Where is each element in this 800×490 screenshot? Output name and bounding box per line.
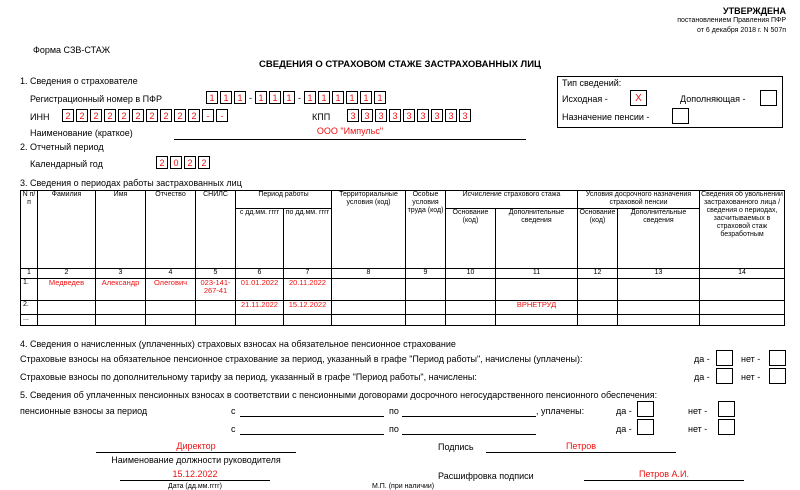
col-number: 11 <box>496 269 578 279</box>
section4-title: 4. Сведения о начисленных (уплаченных) страховых взносах на обязательное пенсионное страхование <box>20 339 456 349</box>
org-name-label: Наименование (краткое) <box>30 128 133 138</box>
col-header-territorial: Территориальные условия (код) <box>332 191 406 269</box>
reg-separator: - <box>249 92 252 103</box>
section4-line2-no-label: нет - <box>741 372 761 382</box>
row-patronymic[interactable] <box>146 301 196 315</box>
col-header-patronymic: Отчество <box>146 191 196 269</box>
reg-cell: 1 <box>255 91 267 104</box>
reg-number-cells[interactable] <box>206 91 388 104</box>
doc-title: СВЕДЕНИЯ О СТРАХОВОМ СТАЖЕ ЗАСТРАХОВАННЫХ ЛИЦ <box>259 59 541 70</box>
section4-line1-no-checkbox[interactable] <box>769 350 786 366</box>
section5-paid-label: , уплачены: <box>536 406 585 416</box>
inn-cell: 2 <box>174 109 186 122</box>
section4-line2-yes-label: да - <box>694 372 710 382</box>
col-header-early-extra: Дополнительные сведения <box>618 209 700 269</box>
stamp-caption: М.П. (при наличии) <box>372 483 435 490</box>
reg-cell: 1 <box>206 91 218 104</box>
col-number: 2 <box>38 269 96 279</box>
year-label: Календарный год <box>30 159 103 169</box>
row-dismissal[interactable] <box>700 301 785 315</box>
table-row[interactable] <box>21 315 785 326</box>
kpp-cell: 3 <box>375 109 387 122</box>
inn-cells[interactable] <box>62 109 230 122</box>
section5-no-checkbox[interactable] <box>718 401 735 417</box>
section5-to-label: по <box>389 406 399 416</box>
kpp-cell: 3 <box>445 109 457 122</box>
row-dismissal[interactable] <box>700 315 785 326</box>
row-special[interactable] <box>406 301 446 315</box>
table-row[interactable] <box>21 301 785 315</box>
section5-no2-checkbox[interactable] <box>718 419 735 435</box>
row-num: 2. <box>21 301 38 315</box>
col-header-from: с дд.мм. гггг <box>236 209 284 269</box>
work-periods-table <box>20 190 785 326</box>
col-number: 9 <box>406 269 446 279</box>
col-number: 12 <box>578 269 618 279</box>
approval-title: УТВЕРЖДЕНА <box>722 6 786 16</box>
col-header-to: по дд.мм. гггг <box>284 209 332 269</box>
col-header-num: N п/п <box>21 191 38 269</box>
row-calc-extra[interactable]: ВРНЕТРУД <box>496 301 578 315</box>
row-from[interactable]: 01.01.2022 <box>236 279 284 301</box>
row-territorial[interactable] <box>332 315 406 326</box>
table-row[interactable] <box>21 279 785 301</box>
col-number: 8 <box>332 269 406 279</box>
row-to[interactable] <box>284 315 332 326</box>
section5-from2-input[interactable] <box>240 434 384 435</box>
col-header-early: Условия досрочного назначения страховой пенсии <box>578 191 700 209</box>
row-to[interactable]: 15.12.2022 <box>284 301 332 315</box>
row-early-basis[interactable] <box>578 315 618 326</box>
position-caption: Наименование должности руководителя <box>111 455 281 465</box>
reg-cell: 1 <box>234 91 246 104</box>
col-number: 7 <box>284 269 332 279</box>
year-cell: 0 <box>170 156 182 169</box>
reg-separator: - <box>298 92 301 103</box>
info-type-supplementary-checkbox[interactable] <box>760 90 777 106</box>
reg-cell: 1 <box>332 91 344 104</box>
section4-line1-yes-checkbox[interactable] <box>716 350 733 366</box>
sign-label: Подпись <box>438 442 474 452</box>
approval-line2: от 6 декабря 2018 г. N 507п <box>697 27 786 34</box>
section4-line1: Страховые взносы на обязательное пенсионное страхование за период, указанный в графе "Период работы", начислены (уплачены): <box>20 354 583 364</box>
col-number: 3 <box>96 269 146 279</box>
kpp-cells[interactable] <box>347 109 473 122</box>
reg-cell: 1 <box>318 91 330 104</box>
info-type-pension-checkbox[interactable] <box>672 108 689 124</box>
info-type-pension-label: Назначение пенсии - <box>562 112 650 122</box>
position-value[interactable]: Директор <box>176 441 216 451</box>
sign-value[interactable]: Петров <box>565 441 597 451</box>
section5-no2-label: нет - <box>688 424 708 434</box>
year-cell: 2 <box>184 156 196 169</box>
section5-title: 5. Сведения об уплаченных пенсионных взносах в соответствии с пенсионными договорами досрочного негосударственного пенсионного обеспечения: <box>20 390 658 400</box>
section5-label: пенсионные взносы за период <box>20 406 148 416</box>
row-surname[interactable]: Медведев <box>38 279 96 301</box>
reg-cell: 1 <box>269 91 281 104</box>
info-type-initial-checkbox[interactable]: X <box>630 90 647 106</box>
position-underline <box>96 452 296 453</box>
row-name[interactable] <box>96 301 146 315</box>
col-header-work-period: Период работы <box>236 191 332 209</box>
sign-underline <box>486 452 676 453</box>
org-name-value[interactable]: ООО "Импульс" <box>316 126 384 136</box>
inn-cell: 2 <box>104 109 116 122</box>
kpp-cell: 3 <box>417 109 429 122</box>
col-header-snils: СНИЛС <box>196 191 236 269</box>
kpp-cell: 3 <box>361 109 373 122</box>
row-early-extra[interactable] <box>618 301 700 315</box>
inn-cell: 2 <box>76 109 88 122</box>
col-header-calc: Исчисление страхового стажа <box>446 191 578 209</box>
section4-line2-no-checkbox[interactable] <box>769 368 786 384</box>
reg-cell: 1 <box>220 91 232 104</box>
inn-cell: 2 <box>160 109 172 122</box>
col-header-early-basis: Основание (код) <box>578 209 618 269</box>
kpp-cell: 3 <box>389 109 401 122</box>
inn-label: ИНН <box>30 112 50 122</box>
date-value[interactable]: 15.12.2022 <box>172 469 218 479</box>
col-number: 10 <box>446 269 496 279</box>
inn-cell: 2 <box>62 109 74 122</box>
decode-value[interactable]: Петров А.И. <box>638 469 690 479</box>
date-caption: Дата (дд.мм.гггг) <box>167 483 222 490</box>
info-type-title: Тип сведений: <box>562 78 622 88</box>
row-special[interactable] <box>406 315 446 326</box>
inn-cell: - <box>216 109 228 122</box>
kpp-label: КПП <box>312 112 331 122</box>
col-number: 1 <box>21 269 38 279</box>
row-snils[interactable] <box>196 301 236 315</box>
section4-line1-yes-label: да - <box>694 354 710 364</box>
section4-line1-no-label: нет - <box>741 354 761 364</box>
row-special[interactable] <box>406 279 446 301</box>
row-from[interactable] <box>236 315 284 326</box>
kpp-cell: 3 <box>347 109 359 122</box>
row-early-extra[interactable] <box>618 315 700 326</box>
reg-cell: 1 <box>360 91 372 104</box>
section5-from2-label: с <box>231 424 236 434</box>
kpp-cell: 3 <box>459 109 471 122</box>
section5-to2-input[interactable] <box>402 434 536 435</box>
col-number: 5 <box>196 269 236 279</box>
col-number: 14 <box>700 269 785 279</box>
row-early-extra[interactable] <box>618 279 700 301</box>
row-territorial[interactable] <box>332 279 406 301</box>
row-name[interactable] <box>96 315 146 326</box>
col-header-special: Особые условия труда (код) <box>406 191 446 269</box>
year-cells[interactable] <box>156 156 212 169</box>
row-dismissal[interactable] <box>700 279 785 301</box>
row-early-basis[interactable] <box>578 279 618 301</box>
form-name: Форма СЗВ-СТАЖ <box>33 45 111 55</box>
reg-cell: 1 <box>304 91 316 104</box>
row-calc-extra[interactable] <box>496 315 578 326</box>
col-header-dismissal: Сведения об увольнении застрахованного лица / сведения о периодах, засчитываемых в страховой стаж безработным <box>700 191 785 269</box>
row-calc-basis[interactable] <box>446 301 496 315</box>
decode-label: Расшифровка подписи <box>438 471 534 481</box>
section2-title: 2. Отчетный период <box>20 142 104 152</box>
year-cell: 2 <box>156 156 168 169</box>
section5-to-input[interactable] <box>402 416 536 417</box>
row-patronymic[interactable]: Олегович <box>146 279 196 301</box>
kpp-cell: 3 <box>431 109 443 122</box>
row-early-basis[interactable] <box>578 301 618 315</box>
year-cell: 2 <box>198 156 210 169</box>
col-header-calc-extra: Дополнительные сведения <box>496 209 578 269</box>
inn-cell: - <box>202 109 214 122</box>
info-type-initial-label: Исходная - <box>562 94 608 104</box>
section5-to2-label: по <box>389 424 399 434</box>
row-territorial[interactable] <box>332 301 406 315</box>
section4-line2-yes-checkbox[interactable] <box>716 368 733 384</box>
section5-yes2-label: да - <box>616 424 632 434</box>
col-header-calc-basis: Основание (код) <box>446 209 496 269</box>
row-surname[interactable] <box>38 301 96 315</box>
section5-yes2-checkbox[interactable] <box>637 419 654 435</box>
kpp-cell: 3 <box>403 109 415 122</box>
row-snils[interactable]: 023-141-267-41 <box>196 279 236 301</box>
col-header-name: Имя <box>96 191 146 269</box>
reg-cell: 1 <box>283 91 295 104</box>
reg-number-label: Регистрационный номер в ПФР <box>30 94 162 104</box>
row-snils[interactable] <box>196 315 236 326</box>
decode-underline <box>584 480 744 481</box>
row-name[interactable]: Александр <box>96 279 146 301</box>
inn-cell: 2 <box>90 109 102 122</box>
section5-from-input[interactable] <box>240 416 384 417</box>
row-num: 1. <box>21 279 38 301</box>
info-type-supplementary-label: Дополняющая - <box>680 94 746 104</box>
section5-yes-label: да - <box>616 406 632 416</box>
section5-yes-checkbox[interactable] <box>637 401 654 417</box>
row-calc-basis[interactable] <box>446 279 496 301</box>
reg-cell: 1 <box>374 91 386 104</box>
section3-title: 3. Сведения о периодах работы застрахованных лиц <box>20 178 242 188</box>
section1-title: 1. Сведения о страхователе <box>20 76 138 86</box>
col-number: 13 <box>618 269 700 279</box>
row-calc-extra[interactable] <box>496 279 578 301</box>
col-number: 4 <box>146 269 196 279</box>
inn-cell: 2 <box>118 109 130 122</box>
inn-cell: 2 <box>188 109 200 122</box>
section5-no-label: нет - <box>688 406 708 416</box>
col-header-surname: Фамилия <box>38 191 96 269</box>
reg-cell: 1 <box>346 91 358 104</box>
row-num: ... <box>21 315 38 326</box>
row-surname[interactable] <box>38 315 96 326</box>
inn-cell: 2 <box>132 109 144 122</box>
inn-cell: 2 <box>146 109 158 122</box>
approval-line1: постановлением Правления ПФР <box>677 17 786 24</box>
row-calc-basis[interactable] <box>446 315 496 326</box>
row-from[interactable]: 21.11.2022 <box>236 301 284 315</box>
date-underline <box>120 480 270 481</box>
org-name-underline <box>174 139 526 140</box>
row-to[interactable]: 20.11.2022 <box>284 279 332 301</box>
section4-line2: Страховые взносы по дополнительному тарифу за период, указанный в графе "Период работы", начислены: <box>20 372 477 382</box>
section5-from-label: с <box>231 406 236 416</box>
col-number: 6 <box>236 269 284 279</box>
row-patronymic[interactable] <box>146 315 196 326</box>
